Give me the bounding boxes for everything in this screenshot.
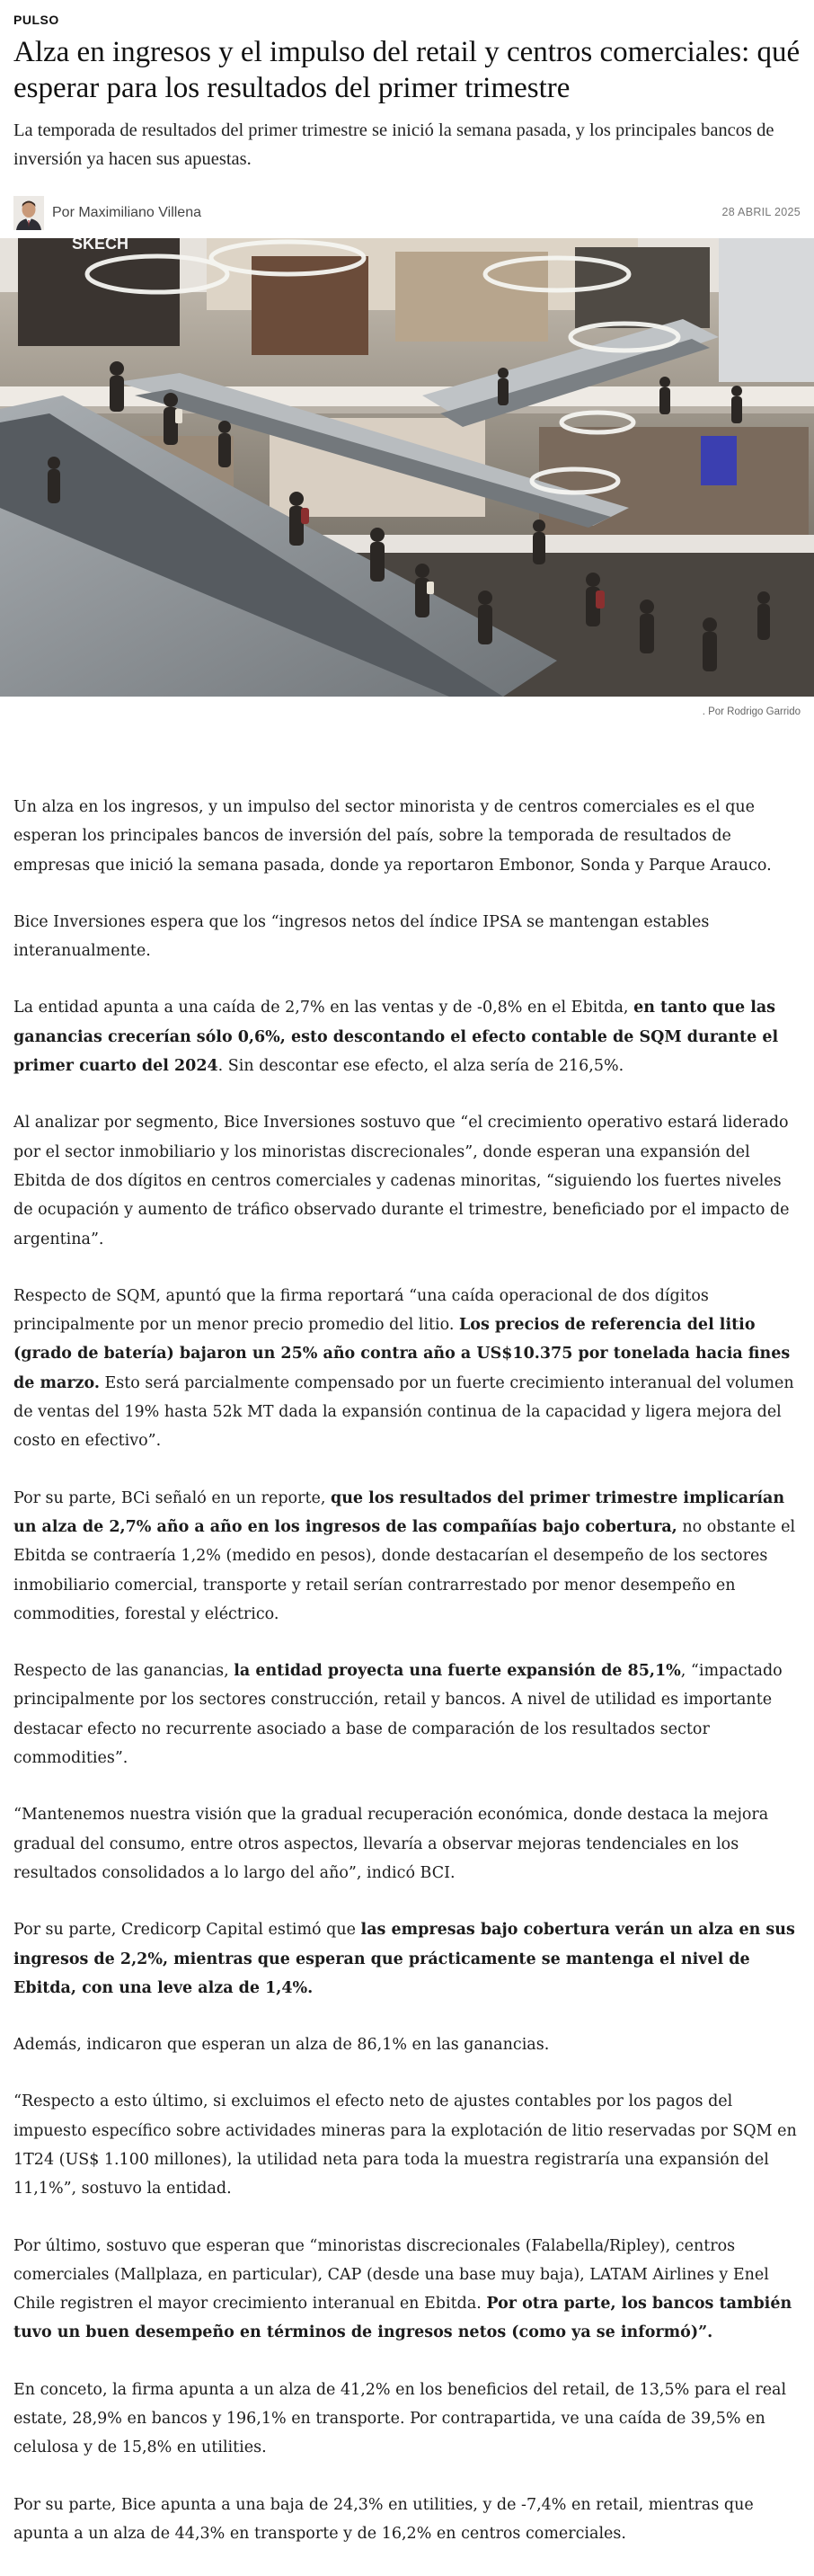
author-link[interactable]: Por Maximiliano Villena (52, 205, 201, 220)
paragraph-text: Por último, sostuvo que esperan que “minoristas discrecionales (Falabella/Ripley), centros comerciales (Mallplaza, en particular), CAP (desde una base muy baja), LATAM Airlines y Enel Chile registren el mayor crecimiento interanual en Ebitda. (13, 2236, 769, 2314)
hero-image (0, 238, 814, 697)
storefront-sign: SKECH (72, 238, 129, 253)
paragraph (13, 1657, 801, 1772)
paragraph-bold-text: Por otra parte, los bancos también tuvo un buen desempeño en términos de ingresos netos (como ya se informó)”. (13, 2295, 792, 2342)
article-deck: La temporada de resultados del primer trimestre se inició la semana pasada, y los principales bancos de inversión ya hacen sus apuestas. (13, 120, 774, 169)
article-body (13, 793, 801, 2576)
paragraph-text: Respecto de las ganancias, (13, 1662, 234, 1681)
paragraph-text: . Sin descontar ese efecto, el alza sería de 216,5%. (217, 1057, 624, 1076)
paragraph: Al analizar por segmento, Bice Inversiones sostuvo que “el crecimiento operativo estará liderado por el sector inmobiliario y los minoristas discrecionales”, donde esperan una expansión del Ebitda de dos dígitos en centros comerciales y cadenas minoritas, “siguiendo los fuertes niveles de ocupación y aumento de tráfico observado durante el trimestre, beneficiado por el impacto de argentina”. (13, 1114, 790, 1248)
paragraph (13, 1484, 801, 1629)
mall-escalators-photo (0, 238, 814, 697)
paragraph (13, 1282, 801, 1456)
section-link[interactable]: PULSO (13, 13, 59, 27)
article-headline: Alza en ingresos y el impulso del retail y centros comerciales: qué esperar para los resultados del primer trimestre (13, 36, 801, 104)
paragraph: “Respecto a esto último, si excluimos el efecto neto de ajustes contables por los pagos del impuesto específico sobre actividades mineras para la explotación de litio reservadas por SQM en 1T24 (US$ 1.100 millones), la utilidad neta para toda la muestra registraría una expansión del 11,1%”, sostuvo la entidad. (13, 2092, 797, 2198)
photo-caption: . Por Rodrigo Garrido (702, 706, 801, 717)
paragraph-bold-text: en tanto que las ganancias crecerían sólo 0,6%, esto descontando el efecto contable de SQM durante el primer cuarto del 2024 (13, 999, 779, 1076)
paragraph-bold-text: Los precios de referencia del litio (grado de batería) bajaron un 25% año contra año a US$10.375 por tonelada hacia fines de marzo. (13, 1316, 791, 1392)
paragraph: “Mantenemos nuestra visión que la gradual recuperación económica, donde destaca la mejora gradual del consumo, entre otros aspectos, llevaría a observar mejoras tendenciales en los resultados consolidados a lo largo del año”, indicó BCI. (13, 1806, 769, 1882)
paragraph (13, 1915, 801, 2003)
paragraph-bold-text: las empresas bajo cobertura verán un alza en sus ingresos de 2,2%, mientras que esperan que prácticamente se mantenga el nivel de Ebitda, con una leve alza de 1,4%. (13, 1921, 795, 1997)
paragraph (13, 2232, 801, 2348)
paragraph-text: La entidad apunta a una caída de 2,7% en las ventas y de -0,8% en el Ebitda, (13, 999, 634, 1017)
paragraph: Un alza en los ingresos, y un impulso del sector minorista y de centros comerciales es el que esperan los principales bancos de inversión del país, sobre la temporada de resultados de empresas que inició la semana pasada, donde ya reportaron Embonor, Sonda y Parque Arauco. (13, 798, 772, 875)
paragraph: Bice Inversiones espera que los “ingresos netos del índice IPSA se mantengan estables interanualmente. (13, 912, 710, 961)
paragraph: Además, indicaron que esperan un alza de 86,1% en las ganancias. (13, 2036, 550, 2055)
author-avatar[interactable] (13, 196, 44, 230)
paragraph-text: Respecto de SQM, apuntó que la firma reportará “una caída operacional de dos dígitos principalmente por un menor precio promedio del litio. (13, 1286, 709, 1335)
paragraph: En conceto, la firma apunta a un alza de 41,2% en los beneficios del retail, de 13,5% para el real estate, 28,9% en bancos y 196,1% en transporte. Por contrapartida, ve una caída de 39,5% en celulosa y de 15,8% en utilities. (13, 2380, 787, 2457)
paragraph-text: Esto será parcialmente compensado por un fuerte crecimiento interanual del volumen de ventas del 19% hasta 52k MT dada la expansión continua de la capacidad y ligera mejora del costo en efectivo”. (13, 1373, 794, 1451)
paragraph-bold-text: la entidad proyecta una fuerte expansión de 85,1% (234, 1662, 681, 1681)
paragraph-text: Por su parte, BCi señaló en un reporte, (13, 1488, 331, 1507)
publish-date: 28 ABRIL 2025 (721, 206, 801, 218)
paragraph-text: , “impactado principalmente por los sectores construcción, retail y bancos. A nivel de utilidad es importante destacar efecto no recurrente asociado a base de comparación de los resultados sector commodities”. (13, 1662, 783, 1768)
paragraph (13, 993, 801, 1080)
paragraph-text: no obstante el Ebitda se contraería 1,2% (medido en pesos), donde destacarían el desempeño de los sectores inmobiliario comercial, transporte y retail serían contrarrestado por menor desempeño en commodities, forestal y eléctrico. (13, 1517, 796, 1623)
byline (13, 196, 801, 230)
paragraph-text: Por su parte, Credicorp Capital estimó que (13, 1921, 361, 1940)
paragraph: Por su parte, Bice apunta a una baja de 24,3% en utilities, y de -7,4% en retail, mientras que apunta a un alza de 44,3% en transporte y de 16,2% en centros comerciales. (13, 2495, 754, 2543)
paragraph-bold-text: que los resultados del primer trimestre implicarían un alza de 2,7% año a año en los ingresos de las compañías bajo cobertura, (13, 1488, 785, 1536)
